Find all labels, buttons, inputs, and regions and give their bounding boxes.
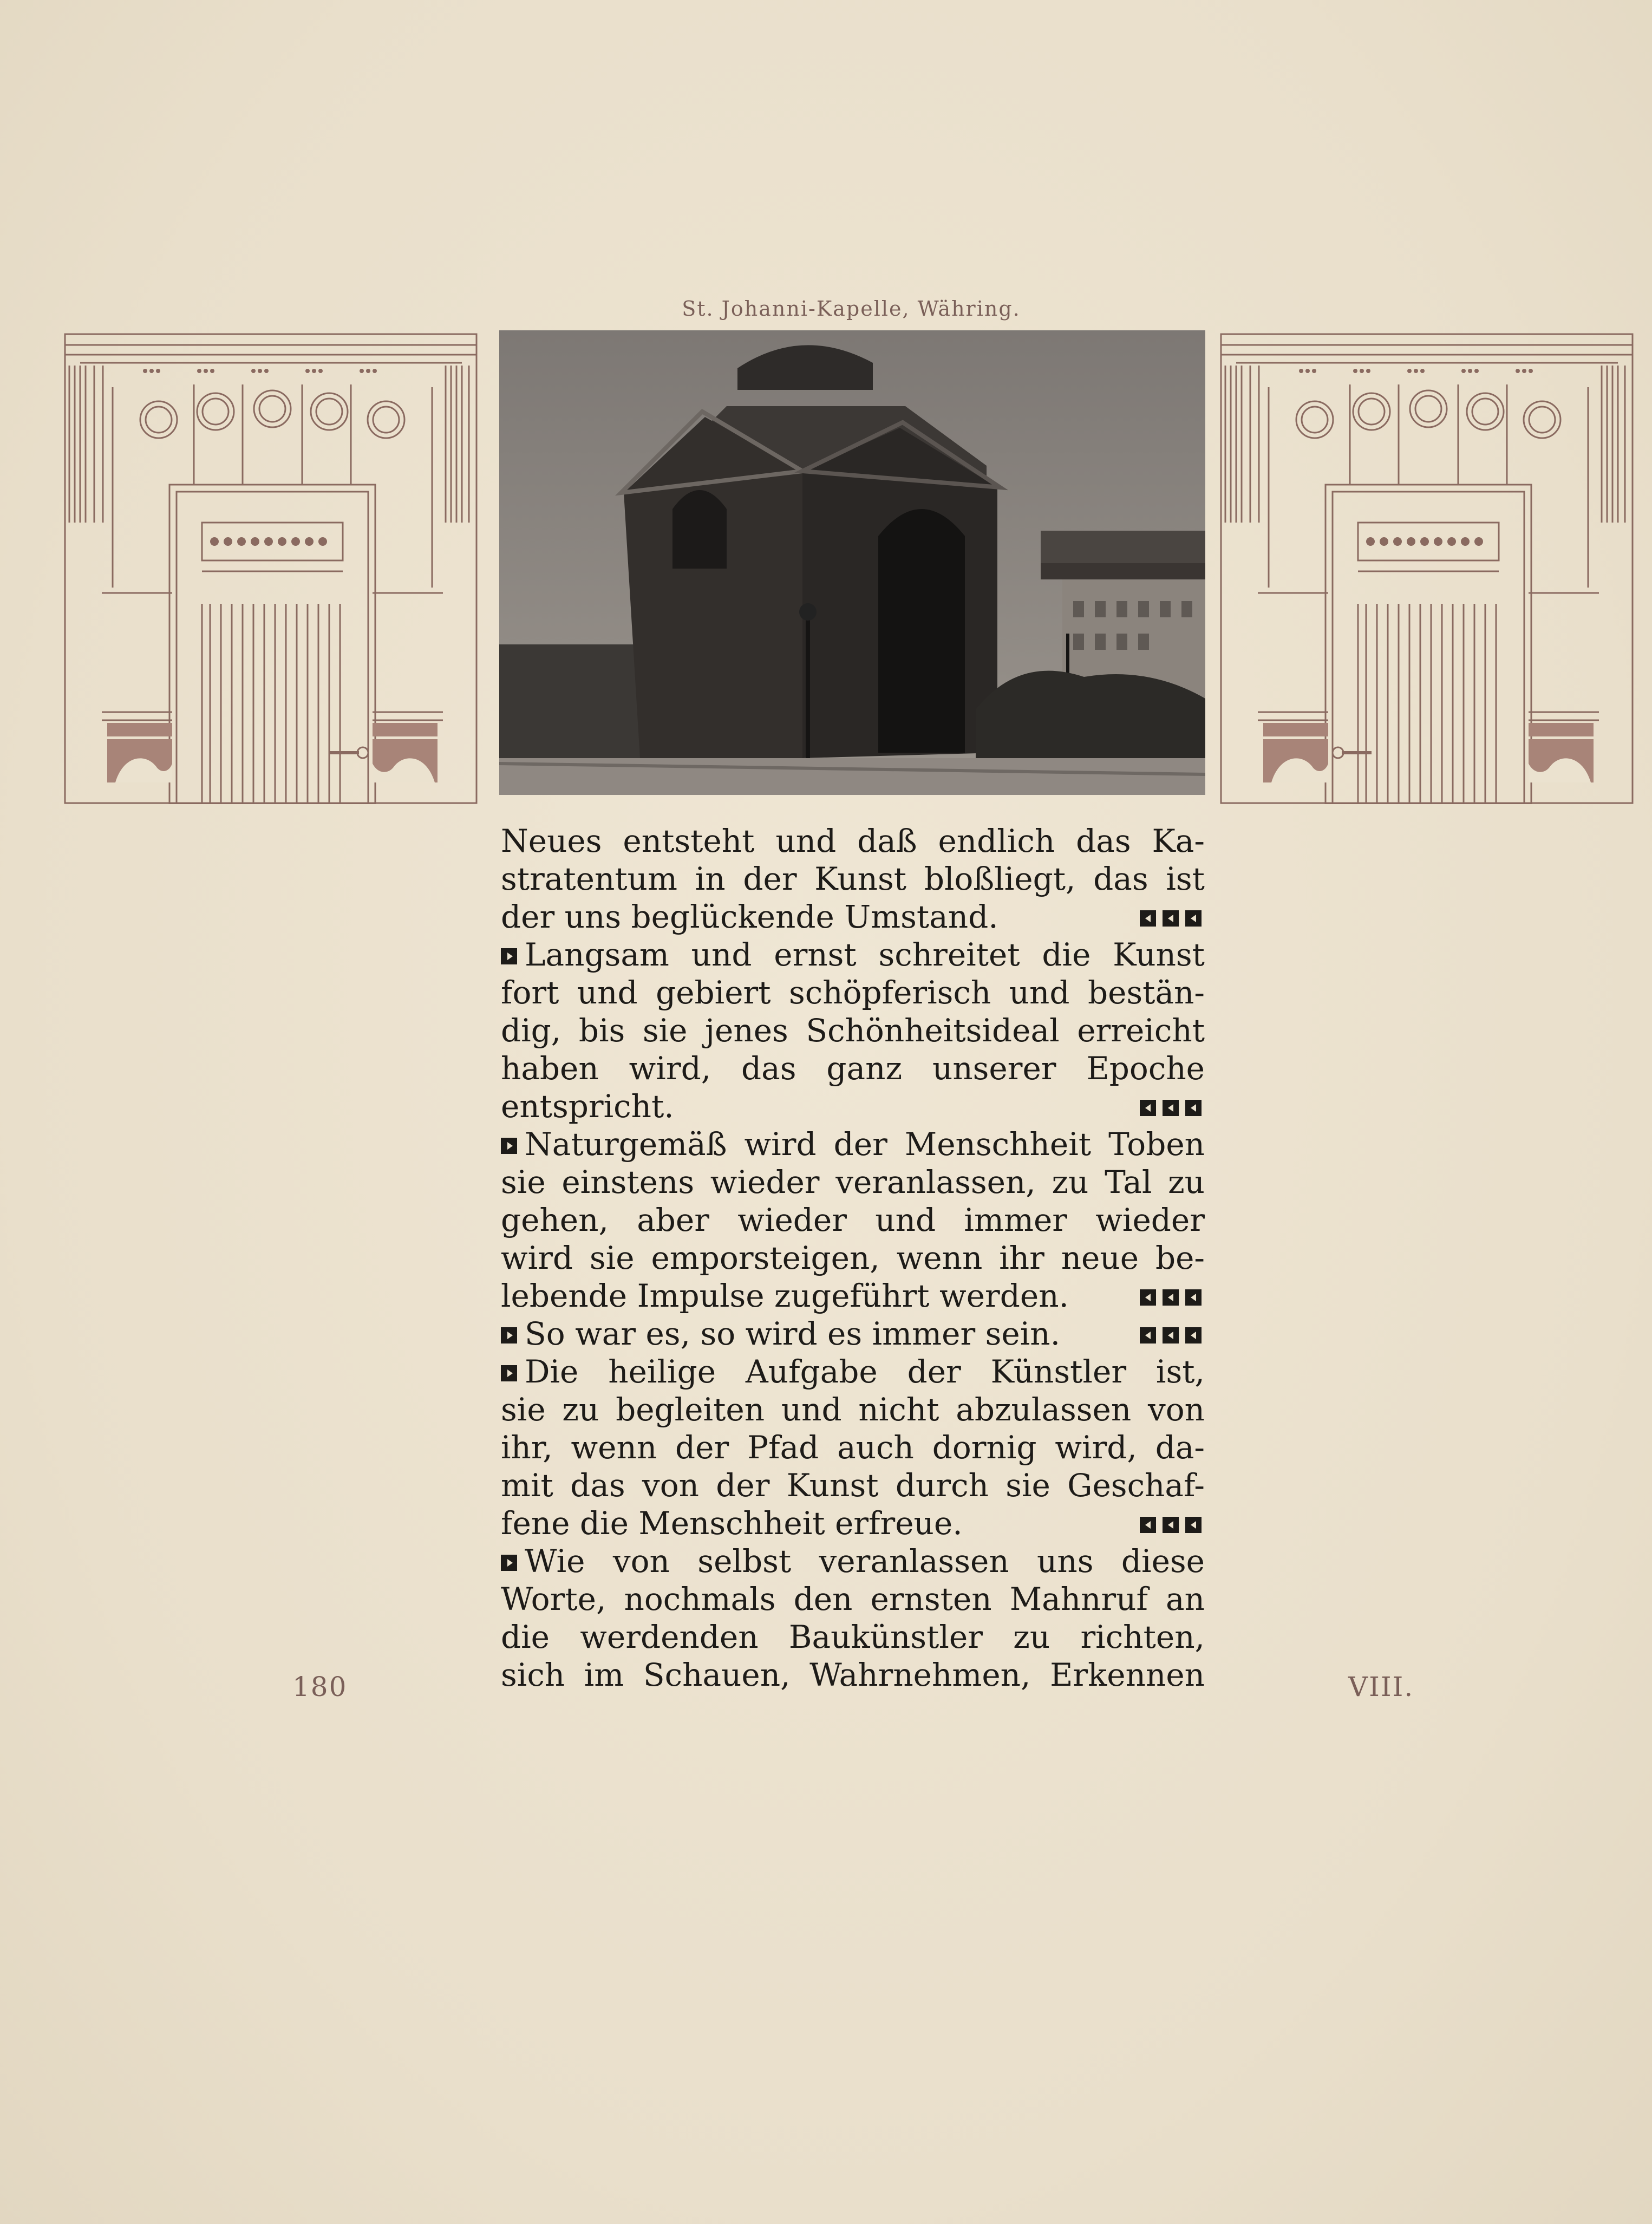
text-line: stratentum in der Kunst bloßliegt, das ist	[501, 860, 1205, 897]
text-line: Naturgemäß wird der Menschheit Toben	[501, 1125, 1205, 1163]
photo-caption: St. Johanni-Kapelle, Währing.	[682, 297, 1021, 321]
paragraph-start-icon	[501, 1555, 517, 1571]
paragraph-end-ornament	[1137, 1087, 1205, 1125]
left-door-ornament	[64, 333, 478, 804]
paragraph-end-ornament	[1137, 898, 1205, 936]
text-line: sie einstens wieder veranlassen, zu Tal zu	[501, 1164, 1205, 1201]
ornament-icon	[1163, 1517, 1179, 1533]
signature-mark: VIII.	[1348, 1671, 1414, 1703]
paragraph-end-ornament	[1137, 1277, 1205, 1315]
paragraph-start-icon	[501, 1365, 517, 1381]
text-line: Die heilige Aufgabe der Künstler ist,	[501, 1353, 1205, 1391]
ornament-icon	[1185, 1100, 1202, 1116]
text-line: fort und gebiert schöpferisch und bestän-	[501, 974, 1205, 1011]
ornament-icon	[1163, 1327, 1179, 1343]
text-line: lebende Impulse zugeführt werden.	[501, 1277, 1205, 1315]
text-line: mit das von der Kunst durch sie Geschaf-	[501, 1467, 1205, 1504]
body-text	[501, 822, 1205, 1694]
text-line: gehen, aber wieder und immer wieder	[501, 1202, 1205, 1238]
text-line: So war es, so wird es immer sein.	[501, 1315, 1205, 1353]
ornament-icon	[1140, 1289, 1156, 1306]
ornament-icon	[1140, 1517, 1156, 1533]
ornament-icon	[1140, 1100, 1156, 1116]
text-line: Neues entsteht und daß endlich das Ka-	[501, 823, 1205, 859]
text-line: sie zu begleiten und nicht abzulassen von	[501, 1391, 1205, 1428]
text-line: sich im Schauen, Wahrnehmen, Erkennen	[501, 1656, 1205, 1693]
text-line: Langsam und ernst schreitet die Kunst	[501, 936, 1205, 974]
paragraph-start-icon	[501, 1327, 517, 1343]
text-line: die werdenden Baukünstler zu richten,	[501, 1619, 1205, 1655]
right-door-ornament	[1220, 333, 1634, 804]
text-line: entspricht.	[501, 1087, 1205, 1125]
ornament-icon	[1140, 910, 1156, 927]
paragraph-start-icon	[501, 1138, 517, 1154]
ornament-icon	[1185, 1517, 1202, 1533]
paragraph-end-ornament	[1137, 1315, 1205, 1353]
paragraph-start-icon	[501, 948, 517, 964]
text-line: wird sie emporsteigen, wenn ihr neue be-	[501, 1240, 1205, 1276]
paragraph-end-ornament	[1137, 1504, 1205, 1542]
ornament-icon	[1163, 910, 1179, 927]
page-number: 180	[292, 1671, 348, 1703]
ornament-icon	[1163, 1289, 1179, 1306]
chapel-photograph	[499, 330, 1205, 795]
ornament-icon	[1185, 1289, 1202, 1306]
text-line: Wie von selbst veranlassen uns diese	[501, 1542, 1205, 1580]
text-line: haben wird, das ganz unserer Epoche	[501, 1050, 1205, 1087]
text-line: ihr, wenn der Pfad auch dornig wird, da-	[501, 1429, 1205, 1466]
text-line: Worte, nochmals den ernsten Mahnruf an	[501, 1581, 1205, 1618]
ornament-icon	[1163, 1100, 1179, 1116]
ornament-icon	[1185, 910, 1202, 927]
ornament-icon	[1140, 1327, 1156, 1343]
text-line: dig, bis sie jenes Schönheitsideal erreicht	[501, 1012, 1205, 1049]
ornament-icon	[1185, 1327, 1202, 1343]
text-line: der uns beglückende Umstand.	[501, 898, 1205, 936]
text-line: fene die Menschheit erfreue.	[501, 1504, 1205, 1542]
